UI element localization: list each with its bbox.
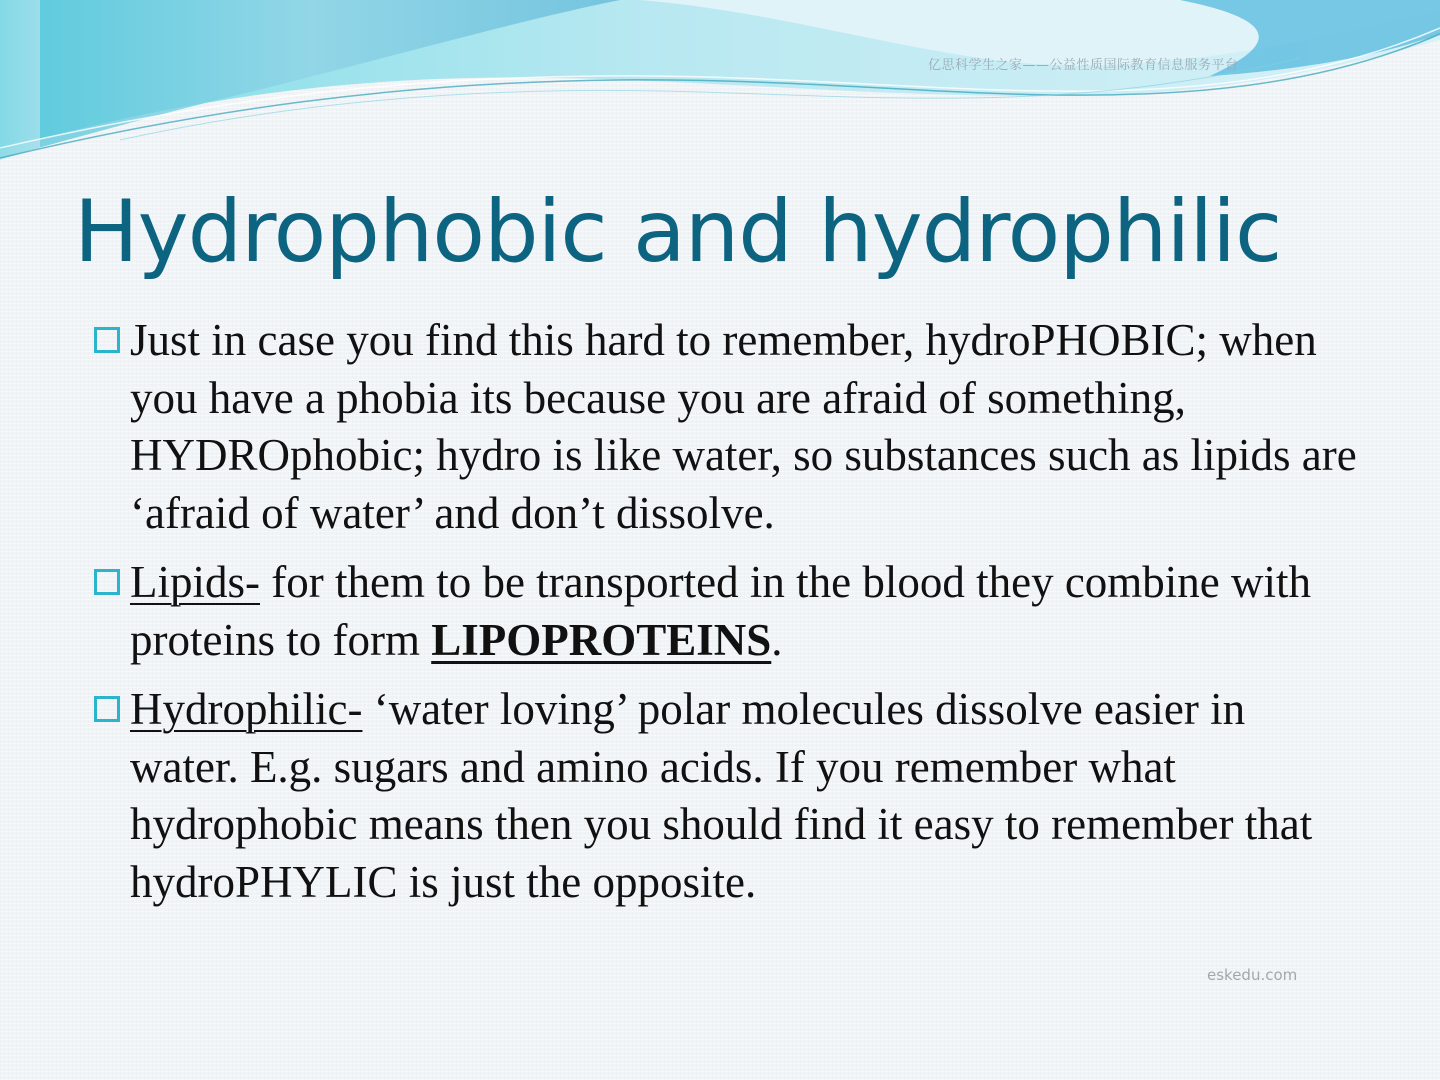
bullet-item	[92, 554, 1362, 669]
bullet-emphasis: LIPOPROTEINS	[431, 614, 772, 665]
bullet-item	[92, 681, 1362, 911]
bullet-item	[92, 312, 1362, 542]
bullet-text: ‘water loving’ polar molecules dissolve easier in water. E.g. sugars and amino acids. If you remember what hydrophobic means then you should find it easy to remember that hydroPHYLIC is just the opposite.	[130, 684, 1313, 907]
square-bullet-icon	[94, 327, 120, 353]
bullet-term: Lipids-	[130, 557, 260, 607]
bullet-text: for them to be transported in the blood they combine with proteins to form	[130, 557, 1312, 665]
square-bullet-icon	[94, 569, 120, 595]
watermark-bottom: eskedu.com	[1207, 966, 1298, 984]
header-wave-decoration	[0, 0, 1440, 170]
bullet-term: Hydrophilic-	[130, 684, 363, 734]
square-bullet-icon	[94, 696, 120, 722]
slide-title: Hydrophobic and hydrophilic	[74, 182, 1282, 282]
bullet-text-end: .	[771, 614, 783, 665]
wave-left-edge	[0, 0, 40, 160]
watermark-top: 亿思科学生之家——公益性质国际教育信息服务平台	[928, 58, 1239, 73]
bullet-list	[92, 312, 1362, 923]
bullet-text: Just in case you find this hard to remember, hydroPHOBIC; when you have a phobia its because you are afraid of something, HYDROphobic; hydro is like water, so substances such as lipids are ‘afraid of water’ and don’t dissolve.	[130, 315, 1357, 538]
